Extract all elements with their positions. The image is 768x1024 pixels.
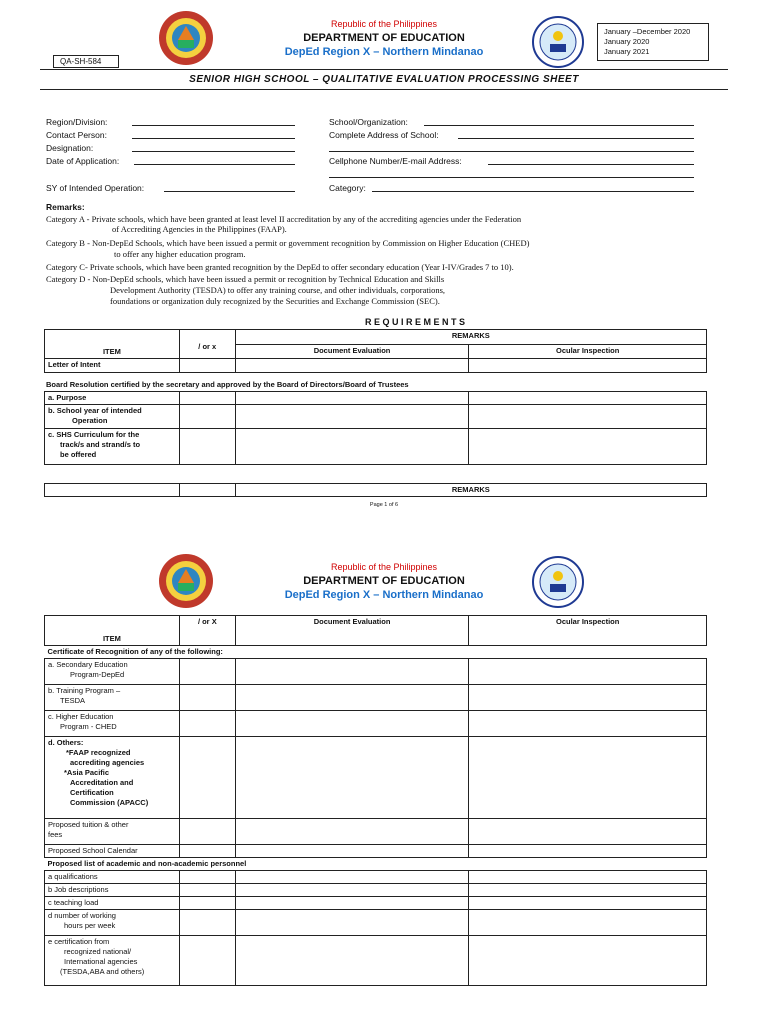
shs-item-line-2: track/s and strand/s to (60, 440, 141, 449)
mark-cell[interactable] (179, 429, 235, 465)
personnel-title: Proposed list of academic and non-academic personnel (45, 858, 707, 871)
ocular-cell[interactable] (469, 819, 707, 845)
shs-item-line-3: be offered (60, 450, 97, 459)
address-label: Complete Address of School: (329, 130, 439, 140)
category-d-line-1: Category D - Non-DepEd schools, which have been issued a permit or recognition by Technical Education and Skills (46, 274, 445, 284)
ocular-cell[interactable] (469, 392, 707, 405)
sy-operation-label: SY of Intended Operation: (46, 183, 145, 193)
designation-label: Designation: (46, 143, 94, 153)
ocular-cell[interactable] (469, 359, 707, 373)
table-row (45, 936, 707, 986)
ocular-cell[interactable] (469, 659, 707, 685)
doc-eval-cell[interactable] (235, 429, 469, 465)
table-row (45, 659, 707, 685)
mark-cell[interactable] (179, 910, 235, 936)
doc-eval-cell[interactable] (235, 884, 469, 897)
form-title: SENIOR HIGH SCHOOL – QUALITATIVE EVALUATION PROCESSING SHEET (189, 74, 579, 85)
sec-ed-line-1: a. Secondary Education (48, 660, 128, 669)
ocular-cell[interactable] (469, 845, 707, 858)
ocular-cell[interactable] (469, 897, 707, 910)
mark-cell[interactable] (179, 845, 235, 858)
designation-field[interactable] (132, 151, 295, 152)
teaching-load-cell: c teaching load (45, 897, 180, 910)
table-row (45, 392, 707, 405)
date-line-1: January –December 2020 (604, 27, 691, 36)
doc-eval-cell[interactable] (235, 819, 469, 845)
category-b-line-1: Category B - Non-DepEd Schools, which have been issued a permit or government recognition by Commission on Higher Education (CHED) (46, 238, 530, 248)
republic-text: Republic of the Philippines (330, 19, 438, 29)
ocular-cell[interactable] (469, 737, 707, 819)
cellphone-field[interactable] (488, 164, 694, 165)
doc-eval-cell[interactable] (235, 936, 469, 986)
table-row (45, 884, 707, 897)
hours-line-1: d number of working (48, 911, 116, 920)
remarks-blank-cell[interactable] (179, 484, 235, 497)
faap-line-2: accrediting agencies (70, 758, 145, 767)
requirements-table-2 (44, 615, 707, 986)
category-d-line-3: foundations or organization duly recognized by the Securities and Exchange Commission (SEC). (110, 296, 440, 306)
region-division-field[interactable] (132, 125, 295, 126)
higher-ed-line-2: Program - CHED (60, 722, 117, 731)
asia-line-4: Commission (APACC) (70, 798, 149, 807)
requirements-title: R E Q U I R E M E N T S (364, 317, 465, 327)
table-row (45, 897, 707, 910)
mark-cell[interactable] (179, 405, 235, 429)
ocular-cell[interactable] (469, 884, 707, 897)
form-code: QA-SH-584 (53, 55, 119, 68)
category-d-line-2: Development Authority (TESDA) to offer any training course, and other individuals, corporations, (110, 285, 446, 295)
republic-text-2: Republic of the Philippines (330, 562, 438, 572)
board-resolution-title: Board Resolution certified by the secretary and approved by the Board of Directors/Board of Trustees (46, 380, 409, 389)
deped-seal-logo-2 (532, 556, 584, 608)
ocular-header: Ocular Inspection (469, 345, 707, 359)
mark-cell[interactable] (179, 871, 235, 884)
contact-person-label: Contact Person: (46, 130, 107, 140)
cert-line-4: (TESDA,ABA and others) (60, 967, 145, 976)
category-field[interactable] (372, 191, 694, 192)
mark-cell[interactable] (179, 819, 235, 845)
remarks-label: Remarks: (46, 202, 85, 212)
job-descriptions-cell: b Job descriptions (45, 884, 180, 897)
deped-region-seal-logo-2 (158, 553, 214, 609)
date-application-label: Date of Application: (46, 156, 120, 166)
cert-title: Certificate of Recognition of any of the following: (45, 646, 707, 659)
requirements-table-1b (44, 391, 707, 465)
sy-item-line-2: Operation (72, 416, 108, 425)
mark-header-2: / or X (179, 616, 235, 646)
training-line-2: TESDA (60, 696, 86, 705)
category-b-line-2: to offer any higher education program. (114, 249, 246, 259)
region-division-label: Region/Division: (46, 117, 108, 127)
purpose-cell: a. Purpose (45, 392, 180, 405)
ocular-cell[interactable] (469, 910, 707, 936)
cert-line-1: e certification from (48, 937, 110, 946)
asia-line-3: Certification (70, 788, 114, 797)
mark-cell[interactable] (179, 659, 235, 685)
table-row (45, 871, 707, 884)
others-label: d. Others: (48, 738, 84, 747)
mark-cell[interactable] (179, 936, 235, 986)
department-title-2: DEPARTMENT OF EDUCATION (303, 575, 465, 587)
contact-person-field[interactable] (132, 138, 295, 139)
doc-eval-cell[interactable] (235, 359, 469, 373)
remarks-footer-header: REMARKS (235, 484, 706, 497)
table-row (45, 685, 707, 711)
doc-eval-cell[interactable] (235, 871, 469, 884)
doc-eval-cell[interactable] (235, 897, 469, 910)
higher-ed-line-1: c. Higher Education (48, 712, 114, 721)
remarks-blank-cell[interactable] (45, 484, 180, 497)
mark-cell[interactable] (179, 737, 235, 819)
cert-line-2: recognized national/ (64, 947, 132, 956)
mark-cell[interactable] (179, 359, 235, 373)
table-row (45, 910, 707, 936)
deped-region-seal-logo (158, 10, 214, 66)
asia-line-2: Accreditation and (70, 778, 134, 787)
sy-operation-field[interactable] (164, 191, 295, 192)
doc-eval-cell[interactable] (235, 711, 469, 737)
doc-eval-cell[interactable] (235, 845, 469, 858)
deped-seal-logo (532, 16, 584, 68)
mark-header: / or x (179, 330, 235, 359)
remarks-table (44, 483, 707, 497)
ocular-cell[interactable] (469, 405, 707, 429)
school-org-field[interactable] (424, 125, 694, 126)
table-row (45, 711, 707, 737)
mark-cell[interactable] (179, 884, 235, 897)
hours-line-2: hours per week (64, 921, 116, 930)
department-title: DEPARTMENT OF EDUCATION (303, 32, 465, 44)
tuition-line-2: fees (48, 830, 63, 839)
qualifications-cell: a qualifications (45, 871, 180, 884)
requirements-table-1 (44, 329, 707, 373)
category-a-line-1: Category A - Private schools, which have been granted at least level II accreditation by any of the accrediting agencies under the Federation (46, 214, 522, 224)
doc-eval-cell[interactable] (235, 737, 469, 819)
page-number: Page 1 of 6 (369, 502, 399, 508)
category-c-line-1: Category C- Private schools, which have been granted recognition by the DepEd to offer secondary education (Year I-IV/Grades 7 to 10). (46, 262, 514, 272)
item-header-2: ITEM (45, 616, 180, 646)
doc-eval-header-2: Document Evaluation (235, 616, 469, 646)
sec-ed-line-2: Program-DepEd (70, 670, 125, 679)
doc-eval-cell[interactable] (235, 659, 469, 685)
item-header: ITEM (45, 330, 180, 359)
ocular-cell[interactable] (469, 936, 707, 986)
doc-eval-cell[interactable] (235, 405, 469, 429)
ocular-header-2: Ocular Inspection (469, 616, 707, 646)
region-title-2: DepEd Region X – Northern Mindanao (284, 589, 484, 601)
mark-cell[interactable] (179, 392, 235, 405)
category-a-line-2: of Accrediting Agencies in the Philippines (FAAP). (112, 224, 287, 234)
tuition-line-1: Proposed tuition & other (48, 820, 129, 829)
school-org-label: School/Organization: (329, 117, 408, 127)
letter-intent-cell: Letter of Intent (45, 359, 180, 373)
ocular-cell[interactable] (469, 429, 707, 465)
table-row (45, 737, 707, 819)
sy-item-line-1: b. School year of intended (48, 406, 142, 415)
table-row (45, 819, 707, 845)
date-application-field[interactable] (134, 164, 295, 165)
region-title: DepEd Region X – Northern Mindanao (284, 46, 484, 58)
ocular-cell[interactable] (469, 685, 707, 711)
doc-eval-cell[interactable] (235, 910, 469, 936)
date-range-box (597, 23, 709, 61)
asia-line-1: *Asia Pacific (64, 768, 110, 777)
cellphone-field-2[interactable] (329, 177, 694, 178)
table-row (45, 359, 707, 373)
training-line-1: b. Training Program – (48, 686, 121, 695)
doc-eval-cell[interactable] (235, 685, 469, 711)
mark-cell[interactable] (179, 685, 235, 711)
doc-eval-cell[interactable] (235, 392, 469, 405)
mark-cell[interactable] (179, 897, 235, 910)
remarks-header: REMARKS (235, 330, 706, 345)
faap-line-1: *FAAP recognized (66, 748, 131, 757)
table-row (45, 845, 707, 858)
doc-eval-header: Document Evaluation (235, 345, 469, 359)
category-label: Category: (329, 183, 366, 193)
date-line-2: January 2020 (604, 37, 650, 46)
date-line-3: January 2021 (604, 47, 650, 56)
ocular-cell[interactable] (469, 711, 707, 737)
ocular-cell[interactable] (469, 871, 707, 884)
calendar-cell: Proposed School Calendar (45, 845, 180, 858)
address-field[interactable] (458, 138, 694, 139)
table-row (45, 405, 707, 429)
cellphone-label: Cellphone Number/E-mail Address: (329, 156, 462, 166)
table-row (45, 429, 707, 465)
mark-cell[interactable] (179, 711, 235, 737)
shs-item-line-1: c. SHS Curriculum for the (48, 430, 140, 439)
cert-line-3: International agencies (64, 957, 138, 966)
address-field-2[interactable] (329, 151, 694, 152)
